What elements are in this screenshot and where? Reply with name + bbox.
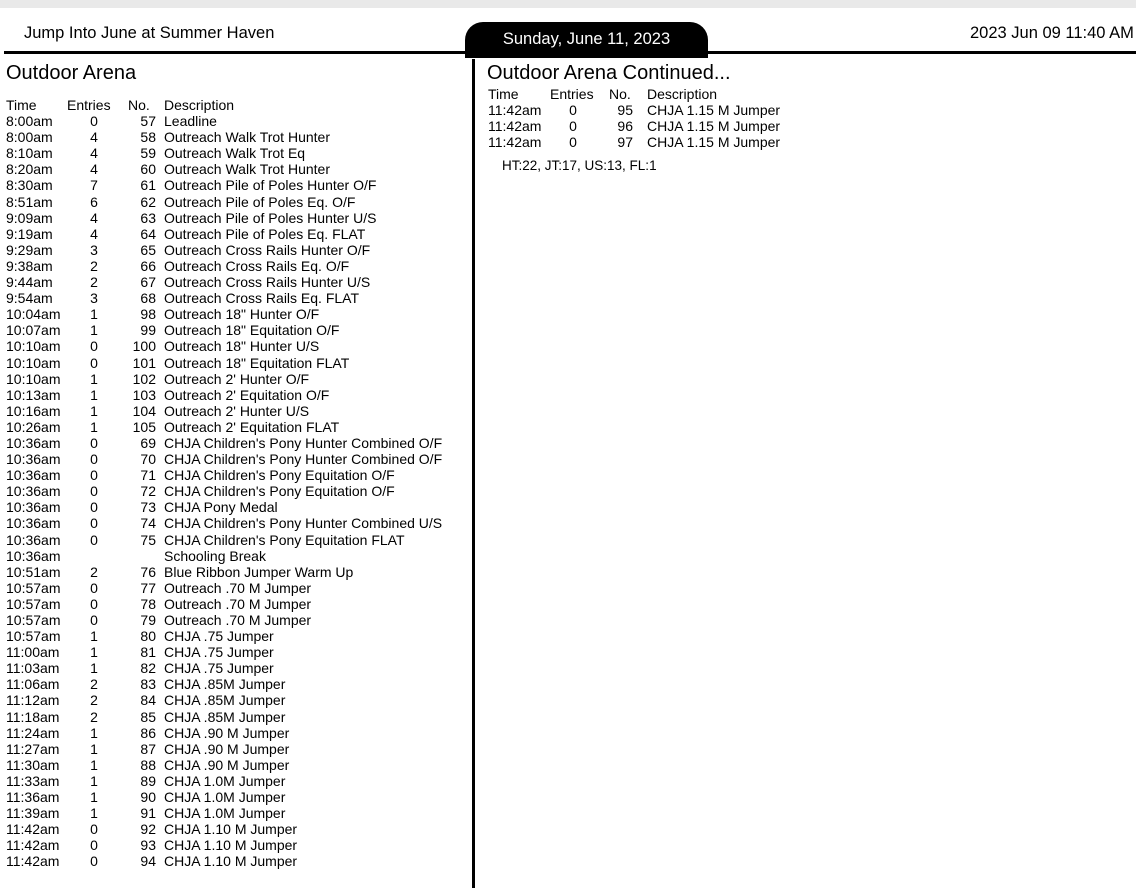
class-description: CHJA 1.0M Jumper bbox=[164, 789, 286, 806]
class-entries: 1 bbox=[90, 402, 98, 419]
class-description: CHJA 1.10 M Jumper bbox=[164, 853, 298, 870]
class-description: Blue Ribbon Jumper Warm Up bbox=[164, 563, 354, 580]
class-number: 92 bbox=[140, 821, 156, 838]
schedule-row bbox=[6, 210, 468, 226]
left-arena-title: Outdoor Arena bbox=[6, 62, 137, 84]
class-description: CHJA .85M Jumper bbox=[164, 692, 286, 709]
column-header-row bbox=[6, 97, 468, 113]
class-entries: 1 bbox=[90, 772, 98, 789]
class-time: 11:36am bbox=[6, 789, 60, 806]
class-entries: 1 bbox=[90, 644, 98, 661]
class-number: 100 bbox=[132, 338, 156, 355]
class-number: 98 bbox=[140, 306, 156, 323]
class-number: 62 bbox=[140, 193, 156, 210]
class-entries: 0 bbox=[90, 853, 98, 870]
class-entries: 0 bbox=[90, 338, 98, 355]
class-description: Outreach 18" Equitation FLAT bbox=[164, 354, 350, 371]
class-description: CHJA Children's Pony Hunter Combined U/S bbox=[164, 515, 443, 532]
class-number: 75 bbox=[140, 531, 156, 548]
class-description: Outreach 18" Hunter O/F bbox=[164, 306, 320, 323]
class-entries: 1 bbox=[90, 306, 98, 323]
class-entries: 1 bbox=[90, 386, 98, 403]
class-number: 74 bbox=[140, 515, 156, 532]
class-time: 10:57am bbox=[6, 628, 61, 645]
class-number: 68 bbox=[140, 290, 156, 307]
class-description: CHJA 1.15 M Jumper bbox=[647, 118, 781, 135]
class-description: Outreach Cross Rails Hunter O/F bbox=[164, 241, 371, 258]
schedule-row bbox=[6, 515, 468, 531]
class-number: 90 bbox=[140, 789, 156, 806]
class-number: 86 bbox=[140, 724, 156, 741]
schedule-row bbox=[6, 837, 468, 853]
class-entries: 2 bbox=[90, 563, 98, 580]
class-description: CHJA .75 Jumper bbox=[164, 644, 274, 661]
class-time: 11:03am bbox=[6, 660, 60, 677]
schedule-row bbox=[6, 532, 468, 548]
class-entries: 0 bbox=[90, 434, 98, 451]
class-number: 64 bbox=[140, 225, 156, 242]
class-entries: 2 bbox=[90, 676, 98, 693]
col-entries-header: Entries bbox=[550, 86, 594, 102]
class-entries: 1 bbox=[90, 740, 98, 757]
schedule-row bbox=[6, 612, 468, 628]
class-number: 83 bbox=[140, 676, 156, 693]
schedule-row bbox=[6, 274, 468, 290]
class-number: 79 bbox=[140, 612, 156, 628]
class-number: 72 bbox=[140, 483, 156, 500]
class-description: CHJA .85M Jumper bbox=[164, 708, 286, 725]
date-tab: Sunday, June 11, 2023 bbox=[465, 22, 708, 58]
class-number: 59 bbox=[140, 145, 156, 162]
class-number: 95 bbox=[617, 102, 633, 119]
class-number: 70 bbox=[140, 451, 156, 468]
class-time: 11:42am bbox=[6, 821, 60, 838]
class-description: CHJA .75 Jumper bbox=[164, 660, 274, 677]
class-time: 9:44am bbox=[6, 274, 53, 291]
class-time: 11:12am bbox=[6, 692, 60, 709]
class-description: Outreach .70 M Jumper bbox=[164, 612, 312, 628]
class-time: 9:19am bbox=[6, 225, 53, 242]
class-entries: 2 bbox=[90, 692, 98, 709]
class-description: Outreach Cross Rails Hunter U/S bbox=[164, 274, 371, 291]
class-description: Outreach Walk Trot Eq bbox=[164, 145, 306, 162]
class-number: 65 bbox=[140, 241, 156, 258]
class-description: CHJA Children's Pony Equitation O/F bbox=[164, 483, 395, 500]
class-time: 10:07am bbox=[6, 322, 61, 339]
class-description: Outreach 2' Hunter O/F bbox=[164, 370, 310, 387]
class-description: Outreach Pile of Poles Eq. FLAT bbox=[164, 225, 366, 242]
class-number: 99 bbox=[140, 322, 156, 339]
class-entries: 0 bbox=[90, 499, 98, 516]
header-divider bbox=[4, 51, 1136, 54]
class-description: CHJA .90 M Jumper bbox=[164, 756, 290, 773]
class-number: 82 bbox=[140, 660, 156, 677]
class-entries: 1 bbox=[90, 789, 98, 806]
class-entries: 0 bbox=[90, 595, 98, 612]
class-entries: 4 bbox=[90, 129, 98, 146]
class-description: Outreach Cross Rails Eq. FLAT bbox=[164, 290, 360, 307]
schedule-row bbox=[6, 226, 468, 242]
schedule-row bbox=[6, 853, 468, 869]
class-entries: 4 bbox=[90, 209, 98, 226]
class-description: Outreach Pile of Poles Hunter O/F bbox=[164, 177, 377, 194]
class-time: 10:36am bbox=[6, 531, 61, 548]
class-entries: 0 bbox=[90, 821, 98, 838]
class-time: 8:51am bbox=[6, 193, 53, 210]
class-number: 105 bbox=[132, 418, 156, 435]
class-number: 61 bbox=[140, 177, 156, 194]
class-time: 10:57am bbox=[6, 579, 61, 596]
schedule-row bbox=[6, 596, 468, 612]
class-number: 76 bbox=[140, 563, 156, 580]
class-type-counts: HT:22, JT:17, US:13, FL:1 bbox=[502, 158, 657, 173]
schedule-row bbox=[6, 773, 468, 789]
class-description: CHJA 1.0M Jumper bbox=[164, 805, 286, 822]
class-number: 93 bbox=[140, 837, 156, 854]
schedule-row bbox=[6, 161, 468, 177]
schedule-row bbox=[488, 118, 1128, 134]
class-time: 10:36am bbox=[6, 451, 61, 468]
class-entries: 2 bbox=[90, 708, 98, 725]
class-time: 10:10am bbox=[6, 370, 61, 387]
class-number: 78 bbox=[140, 595, 156, 612]
class-number: 80 bbox=[140, 628, 156, 645]
schedule-row bbox=[6, 129, 468, 145]
schedule-row bbox=[6, 258, 468, 274]
class-entries: 1 bbox=[90, 370, 98, 387]
class-description: CHJA Children's Pony Hunter Combined O/F bbox=[164, 434, 443, 451]
class-entries: 0 bbox=[90, 451, 98, 468]
class-time: 10:36am bbox=[6, 434, 61, 451]
class-description: CHJA .90 M Jumper bbox=[164, 724, 290, 741]
schedule-row bbox=[6, 467, 468, 483]
class-description: CHJA 1.10 M Jumper bbox=[164, 821, 298, 838]
class-time: 10:57am bbox=[6, 612, 61, 628]
class-number: 87 bbox=[140, 740, 156, 757]
class-time: 10:36am bbox=[6, 483, 61, 500]
schedule-row bbox=[6, 306, 468, 322]
class-time: 10:36am bbox=[6, 515, 61, 532]
class-time: 11:00am bbox=[6, 644, 60, 661]
class-description: Outreach Pile of Poles Eq. O/F bbox=[164, 193, 356, 210]
class-number: 60 bbox=[140, 161, 156, 178]
schedule-row bbox=[6, 821, 468, 837]
class-entries: 7 bbox=[90, 177, 98, 194]
class-description: CHJA .90 M Jumper bbox=[164, 740, 290, 757]
class-entries: 0 bbox=[569, 118, 577, 135]
schedule-row bbox=[6, 644, 468, 660]
schedule-row bbox=[6, 564, 468, 580]
class-entries: 1 bbox=[90, 628, 98, 645]
class-description: Outreach Walk Trot Hunter bbox=[164, 161, 330, 178]
class-time: 10:04am bbox=[6, 306, 61, 323]
class-entries: 0 bbox=[90, 579, 98, 596]
class-number: 89 bbox=[140, 772, 156, 789]
class-time: 10:36am bbox=[6, 547, 61, 564]
schedule-row bbox=[6, 387, 468, 403]
class-time: 11:33am bbox=[6, 772, 60, 789]
class-entries: 2 bbox=[90, 257, 98, 274]
schedule-row bbox=[6, 660, 468, 676]
class-time: 9:29am bbox=[6, 241, 53, 258]
schedule-row bbox=[6, 355, 468, 371]
class-entries: 1 bbox=[90, 322, 98, 339]
class-entries: 3 bbox=[90, 290, 98, 307]
class-number: 69 bbox=[140, 434, 156, 451]
schedule-row bbox=[6, 322, 468, 338]
class-entries: 0 bbox=[90, 113, 98, 130]
class-time: 8:10am bbox=[6, 145, 53, 162]
class-description: Outreach Cross Rails Eq. O/F bbox=[164, 257, 350, 274]
class-number: 73 bbox=[140, 499, 156, 516]
schedule-row bbox=[6, 451, 468, 467]
class-entries: 0 bbox=[90, 837, 98, 854]
class-entries: 0 bbox=[90, 483, 98, 500]
right-arena-title: Outdoor Arena Continued... bbox=[487, 62, 731, 84]
class-time: 11:24am bbox=[6, 724, 60, 741]
class-description: CHJA Children's Pony Hunter Combined O/F bbox=[164, 451, 443, 468]
class-time: 11:42am bbox=[488, 134, 542, 151]
schedule-row bbox=[6, 113, 468, 129]
class-number: 104 bbox=[132, 402, 156, 419]
schedule-row bbox=[6, 499, 468, 515]
col-time-header: Time bbox=[488, 86, 519, 102]
class-entries: 3 bbox=[90, 241, 98, 258]
class-time: 10:36am bbox=[6, 467, 61, 484]
class-description: CHJA 1.15 M Jumper bbox=[647, 102, 781, 119]
schedule-row bbox=[6, 290, 468, 306]
class-description: Outreach .70 M Jumper bbox=[164, 579, 312, 596]
class-entries: 6 bbox=[90, 193, 98, 210]
page-top-band bbox=[0, 0, 1136, 8]
show-title: Jump Into June at Summer Haven bbox=[24, 24, 275, 42]
class-time: 11:06am bbox=[6, 676, 60, 693]
col-description-header: Description bbox=[647, 86, 718, 102]
class-time: 10:10am bbox=[6, 338, 61, 355]
schedule-row bbox=[6, 483, 468, 499]
class-entries: 0 bbox=[90, 354, 98, 371]
class-entries: 1 bbox=[90, 805, 98, 822]
class-number: 97 bbox=[617, 134, 633, 151]
class-entries: 0 bbox=[90, 467, 98, 484]
class-number: 67 bbox=[140, 274, 156, 291]
class-time: 11:30am bbox=[6, 756, 60, 773]
class-entries: 0 bbox=[90, 612, 98, 628]
class-description: CHJA .75 Jumper bbox=[164, 628, 274, 645]
class-entries: 1 bbox=[90, 724, 98, 741]
schedule-row bbox=[6, 709, 468, 725]
schedule-row bbox=[6, 403, 468, 419]
col-no-header: No. bbox=[128, 97, 150, 113]
class-description: Outreach .70 M Jumper bbox=[164, 595, 312, 612]
class-number: 85 bbox=[140, 708, 156, 725]
class-description: Leadline bbox=[164, 113, 217, 130]
schedule-row bbox=[6, 338, 468, 354]
schedule-row bbox=[6, 757, 468, 773]
col-description-header: Description bbox=[164, 97, 235, 113]
class-description: CHJA Children's Pony Equitation FLAT bbox=[164, 531, 405, 548]
class-description: Outreach 18" Hunter U/S bbox=[164, 338, 320, 355]
class-entries: 2 bbox=[90, 274, 98, 291]
class-time: 10:36am bbox=[6, 499, 61, 516]
class-time: 9:38am bbox=[6, 257, 53, 274]
class-time: 8:20am bbox=[6, 161, 53, 178]
class-number: 94 bbox=[140, 853, 156, 870]
class-number: 102 bbox=[132, 370, 156, 387]
class-time: 9:09am bbox=[6, 209, 53, 226]
class-time: 8:30am bbox=[6, 177, 53, 194]
class-entries: 0 bbox=[90, 531, 98, 548]
class-time: 10:57am bbox=[6, 595, 61, 612]
schedule-row bbox=[6, 725, 468, 741]
col-entries-header: Entries bbox=[67, 97, 111, 113]
class-description: Schooling Break bbox=[164, 547, 266, 564]
col-no-header: No. bbox=[609, 86, 631, 102]
column-divider bbox=[472, 59, 475, 888]
class-time: 8:00am bbox=[6, 113, 53, 130]
schedule-row bbox=[488, 102, 1128, 118]
class-time: 10:26am bbox=[6, 418, 61, 435]
class-time: 11:39am bbox=[6, 805, 60, 822]
class-entries: 1 bbox=[90, 660, 98, 677]
class-number: 88 bbox=[140, 756, 156, 773]
class-time: 11:42am bbox=[6, 853, 60, 870]
print-timestamp: 2023 Jun 09 11:40 AM bbox=[970, 24, 1134, 42]
class-time: 8:00am bbox=[6, 129, 53, 146]
schedule-row bbox=[6, 145, 468, 161]
class-description: Outreach 18" Equitation O/F bbox=[164, 322, 340, 339]
class-entries: 1 bbox=[90, 418, 98, 435]
class-description: CHJA 1.10 M Jumper bbox=[164, 837, 298, 854]
schedule-row bbox=[6, 242, 468, 258]
schedule-row bbox=[6, 419, 468, 435]
schedule-row bbox=[6, 548, 468, 564]
class-time: 11:27am bbox=[6, 740, 60, 757]
class-entries: 0 bbox=[90, 515, 98, 532]
class-number: 91 bbox=[140, 805, 156, 822]
class-time: 10:10am bbox=[6, 354, 61, 371]
schedule-row bbox=[488, 134, 1128, 150]
schedule-row bbox=[6, 741, 468, 757]
class-number: 101 bbox=[132, 354, 156, 371]
class-number: 66 bbox=[140, 257, 156, 274]
schedule-row bbox=[6, 692, 468, 708]
class-entries: 4 bbox=[90, 225, 98, 242]
class-description: Outreach Walk Trot Hunter bbox=[164, 129, 330, 146]
class-description: Outreach 2' Hunter U/S bbox=[164, 402, 310, 419]
class-number: 81 bbox=[140, 644, 156, 661]
schedule-row bbox=[6, 194, 468, 210]
class-time: 10:51am bbox=[6, 563, 61, 580]
class-time: 10:16am bbox=[6, 402, 61, 419]
class-description: CHJA 1.15 M Jumper bbox=[647, 134, 781, 151]
class-number: 63 bbox=[140, 209, 156, 226]
class-time: 11:42am bbox=[6, 837, 60, 854]
schedule-row bbox=[6, 371, 468, 387]
class-number: 96 bbox=[617, 118, 633, 135]
class-description: CHJA Pony Medal bbox=[164, 499, 278, 516]
schedule-row bbox=[6, 805, 468, 821]
column-header-row bbox=[488, 86, 1128, 102]
class-description: CHJA 1.0M Jumper bbox=[164, 772, 286, 789]
class-number: 57 bbox=[140, 113, 156, 130]
class-number: 103 bbox=[132, 386, 156, 403]
class-time: 11:18am bbox=[6, 708, 60, 725]
class-description: CHJA Children's Pony Equitation O/F bbox=[164, 467, 395, 484]
schedule-row bbox=[6, 789, 468, 805]
class-number: 84 bbox=[140, 692, 156, 709]
class-time: 9:54am bbox=[6, 290, 53, 307]
class-number: 58 bbox=[140, 129, 156, 146]
class-entries: 0 bbox=[569, 134, 577, 151]
schedule-row bbox=[6, 580, 468, 596]
class-number: 71 bbox=[140, 467, 156, 484]
class-time: 11:42am bbox=[488, 118, 542, 135]
class-description: Outreach 2' Equitation FLAT bbox=[164, 418, 340, 435]
class-entries: 4 bbox=[90, 145, 98, 162]
class-number: 77 bbox=[140, 579, 156, 596]
schedule-row bbox=[6, 435, 468, 451]
class-time: 11:42am bbox=[488, 102, 542, 119]
schedule-row bbox=[6, 177, 468, 193]
col-time-header: Time bbox=[6, 97, 37, 113]
class-time: 10:13am bbox=[6, 386, 61, 403]
class-entries: 4 bbox=[90, 161, 98, 178]
right-schedule-table bbox=[488, 86, 1128, 150]
class-entries: 1 bbox=[90, 756, 98, 773]
class-description: Outreach 2' Equitation O/F bbox=[164, 386, 330, 403]
class-description: Outreach Pile of Poles Hunter U/S bbox=[164, 209, 377, 226]
schedule-row bbox=[6, 676, 468, 692]
class-description: CHJA .85M Jumper bbox=[164, 676, 286, 693]
left-schedule-table bbox=[6, 97, 468, 870]
class-entries: 0 bbox=[569, 102, 577, 119]
schedule-row bbox=[6, 628, 468, 644]
